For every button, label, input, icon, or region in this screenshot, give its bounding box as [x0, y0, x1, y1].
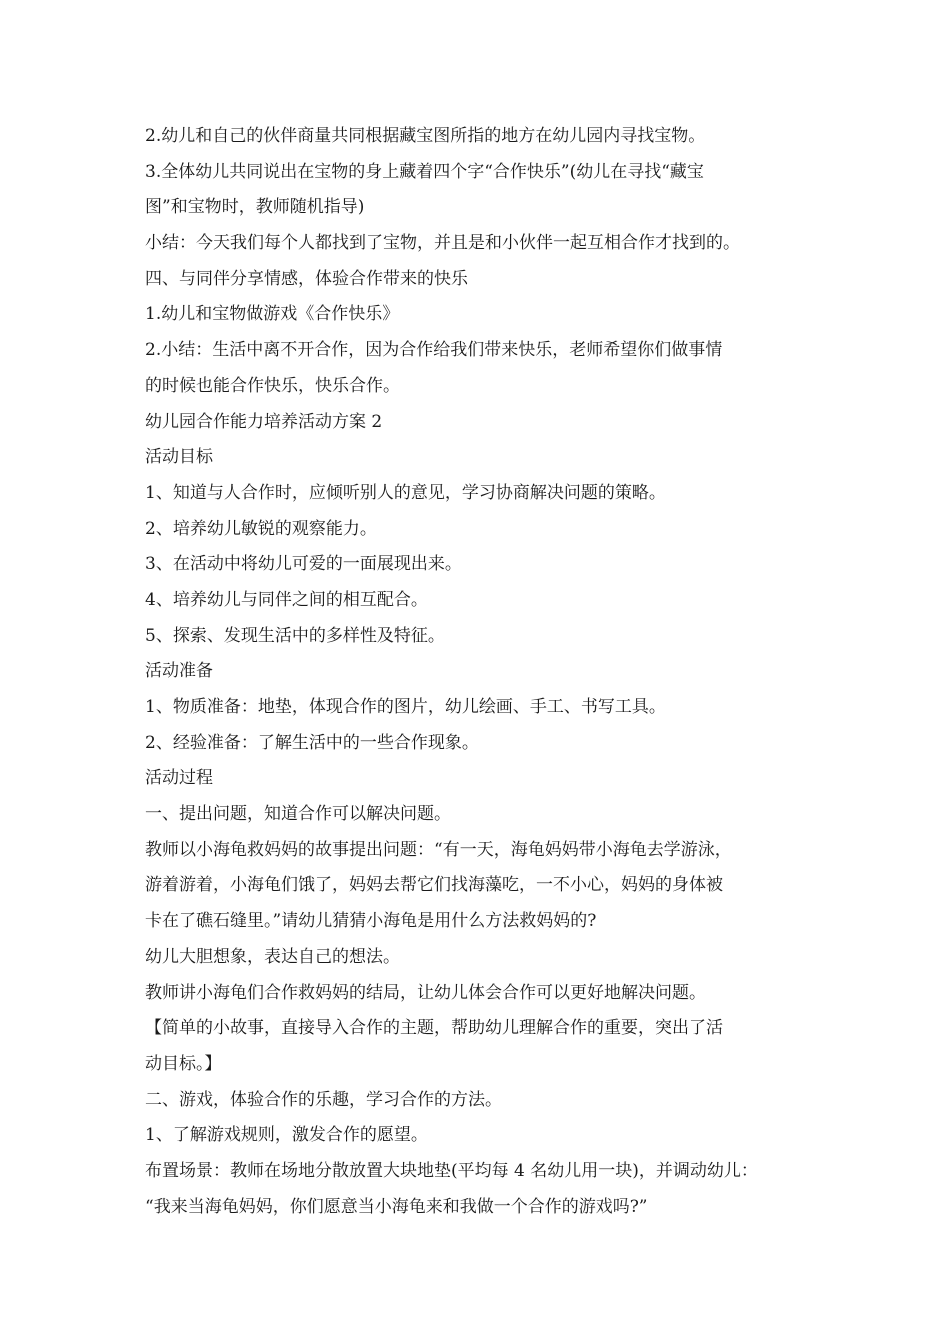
summary-line: 小结：今天我们每个人都找到了宝物，并且是和小伙伴一起互相合作才找到的。: [145, 233, 740, 254]
list-item: 4、培养幼儿与同伴之间的相互配合。: [145, 589, 428, 610]
section-heading: 一、提出问题，知道合作可以解决问题。: [145, 804, 451, 825]
paragraph-line: “我来当海龟妈妈，你们愿意当小海龟来和我做一个合作的游戏吗?”: [145, 1196, 648, 1217]
section-heading: 二、游戏，体验合作的乐趣，学习合作的方法。: [145, 1089, 502, 1110]
note-line: 动目标。】: [145, 1053, 222, 1074]
list-item: 2、经验准备：了解生活中的一些合作现象。: [145, 732, 479, 753]
paragraph-line: 的时候也能合作快乐，快乐合作。: [145, 375, 400, 396]
paragraph-line: 布置场景：教师在场地分散放置大块地垫(平均每 4 名幼儿用一块)，并调动幼儿：: [145, 1160, 758, 1181]
paragraph-line: 1.幼儿和宝物做游戏《合作快乐》: [145, 304, 400, 325]
section-heading: 活动过程: [145, 768, 213, 789]
paragraph-line: 3.全体幼儿共同说出在宝物的身上藏着四个字“合作快乐”(幼儿在寻找“藏宝: [145, 161, 704, 182]
note-line: 【简单的小故事，直接导入合作的主题，帮助幼儿理解合作的重要，突出了活: [145, 1018, 723, 1039]
paragraph-line: 教师以小海龟救妈妈的故事提出问题：“有一天，海龟妈妈带小海龟去学游泳，: [145, 839, 732, 860]
section-heading: 活动目标: [145, 447, 213, 468]
document-body: [145, 119, 825, 1225]
section-heading: 活动准备: [145, 661, 213, 682]
list-item: 2、培养幼儿敏锐的观察能力。: [145, 518, 377, 539]
document-title: 幼儿园合作能力培养活动方案 2: [145, 411, 383, 432]
paragraph-line: 游着游着，小海龟们饿了，妈妈去帮它们找海藻吃，一不小心，妈妈的身体被: [145, 875, 723, 896]
paragraph-line: 2.小结：生活中离不开合作，因为合作给我们带来快乐，老师希望你们做事情: [145, 340, 723, 361]
paragraph-line: 卡在了礁石缝里。”请幼儿猜猜小海龟是用什么方法救妈妈的?: [145, 911, 597, 932]
paragraph-line: 图”和宝物时，教师随机指导): [145, 197, 365, 218]
section-heading: 四、与同伴分享情感，体验合作带来的快乐: [145, 268, 468, 289]
list-item: 1、知道与人合作时，应倾听别人的意见，学习协商解决问题的策略。: [145, 482, 666, 503]
paragraph-line: 教师讲小海龟们合作救妈妈的结局，让幼儿体会合作可以更好地解决问题。: [145, 982, 706, 1003]
list-item: 3、在活动中将幼儿可爱的一面展现出来。: [145, 554, 462, 575]
paragraph-line: 2.幼儿和自己的伙伴商量共同根据藏宝图所指的地方在幼儿园内寻找宝物。: [145, 126, 706, 146]
list-item: 1、物质准备：地垫，体现合作的图片，幼儿绘画、手工、书写工具。: [145, 697, 666, 717]
paragraph-line: 幼儿大胆想象，表达自己的想法。: [145, 946, 400, 967]
list-item: 5、探索、发现生活中的多样性及特征。: [145, 625, 445, 646]
list-item: 1、了解游戏规则，激发合作的愿望。: [145, 1125, 428, 1146]
